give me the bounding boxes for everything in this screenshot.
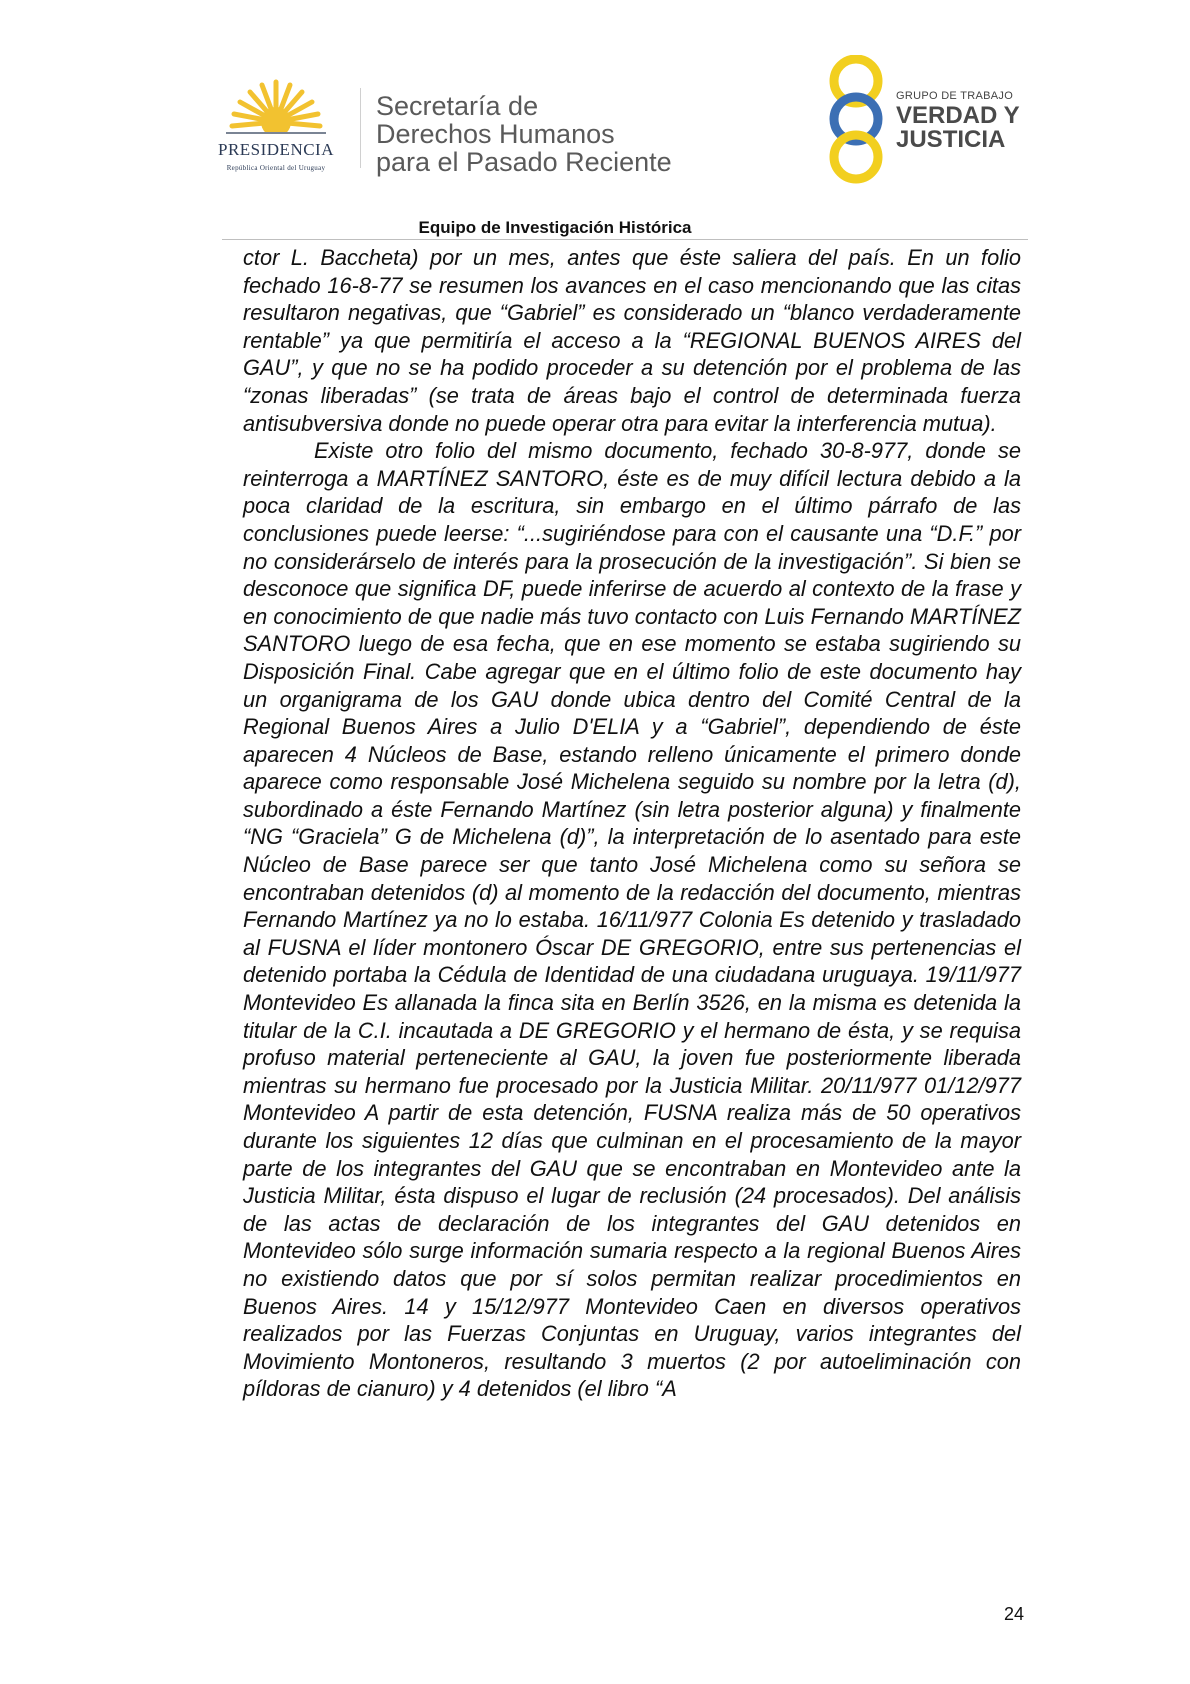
grupo-label: GRUPO DE TRABAJO xyxy=(896,90,1014,102)
paragraph: Existe otro folio del mismo documento, fechado 30-8-977, donde se reinterroga a MARTÍNEZ SANTORO, éste es de muy difícil lectura debido a la poca claridad de la escritura, sin embargo en el último párrafo de las conclusiones puede leerse: “...sugiriéndose para con el causante una “D.F.” por no considerárselo de interés para la prosecución de la investigación”. Si bien se desconoce que significa DF, puede inferirse de acuerdo al contexto de la frase y en conocimiento de que nadie más tuvo contacto con Luis Fernando MARTÍNEZ SANTORO luego de esa fecha, que en ese momento se estaba sugiriendo su Disposición Final. Cabe agregar que en el último folio de este documento hay un organigrama de los GAU donde ubica dentro del Comité Central de la Regional Buenos Aires a Julio D'ELIA y a “Gabriel”, dependiendo de éste aparecen 4 Núcleos de Base, estando relleno únicamente el primero donde aparece como responsable José Michelena seguido su nombre por la letra (d), subordinado a éste Fernando Martínez (sin letra posterior alguna) y finalmente “NG “Graciela” G de Michelena (d)”, la interpretación de lo asentado para este Núcleo de Base parece ser que tanto José Michelena como su señora se encontraban detenidos (d) al momento de la redacción del documento, mientras Fernando Martínez ya no lo estaba. 16/11/977 Colonia Es detenido y trasladado al FUSNA el líder montonero Óscar DE GREGORIO, entre sus pertenencias el detenido portaba la Cédula de Identidad de una ciudadana uruguaya. 19/11/977 Montevideo Es allanada la finca sita en Berlín 3526, en la misma es detenida la titular de la C.I. incautada a DE GREGORIO y el hermano de ésta, y se requisa profuso material perteneciente al GAU, la joven fue posteriormente liberada mientras su hermano fue procesado por la Justicia Militar. 20/11/977 01/12/977 Montevideo A partir de esta detención, FUSNA realiza más de 50 operativos durante los siguientes 12 días que culminan en el procesamiento de la mayor parte de los integrantes del GAU que se encontraban en Montevideo ante la Justicia Militar, ésta dispuso el lugar de reclusión (24 procesados). Del análisis de las actas de declaración de los integrantes del GAU detenidos en Montevideo sólo surge información sumaria respecto a la regional Buenos Aires no existiendo datos que por sí solos permitan realizar procedimientos en Buenos Aires. 14 y 15/12/977 Montevideo Caen en diversos operativos realizados por las Fuerzas Conjuntas en Uruguay, varios integrantes del Movimiento Montoneros, resultando 3 muertos (2 por autoeliminación con píldoras de cianuro) y 4 detenidos (el libro “A xyxy=(243,438,1021,1402)
secretaria-line-3: para el Pasado Reciente xyxy=(376,147,672,177)
secretaria-title xyxy=(376,92,672,176)
title-divider xyxy=(222,239,1028,240)
sun-icon xyxy=(226,78,326,140)
grupo-name-line-1: VERDAD Y xyxy=(896,102,1020,129)
presidencia-logo xyxy=(196,78,356,178)
paragraph: ctor L. Baccheta) por un mes, antes que éste saliera del país. En un folio fechado 16-8-77 se resumen los avances en el caso mencionando que las citas resultaron negativas, que “Gabriel” es considerado un “blanco verdaderamente rentable” ya que permitiría el acceso a la “REGIONAL BUENOS AIRES del GAU”, y que no se ha podido proceder a su detención por el problema de las “zonas liberadas” (se trata de áreas bajo el control de determinada fuerza antisubversiva donde no puede operar otra para evitar la interferencia mutua). xyxy=(243,245,1021,436)
page-number: 24 xyxy=(1004,1604,1025,1624)
secretaria-line-1: Secretaría de xyxy=(376,91,539,121)
grupo-trabajo-logo xyxy=(820,55,1050,185)
header-divider xyxy=(360,88,361,168)
section-title: Equipo de Investigación Histórica xyxy=(418,218,692,237)
presidencia-name: PRESIDENCIA xyxy=(217,140,334,159)
secretaria-line-2: Derechos Humanos xyxy=(376,119,615,149)
document-body xyxy=(243,244,1021,1403)
linked-rings-icon xyxy=(820,55,892,185)
page-header xyxy=(0,0,1190,240)
grupo-name-line-2: JUSTICIA xyxy=(896,126,1006,153)
presidencia-subtitle: República Oriental del Uruguay xyxy=(226,164,326,172)
